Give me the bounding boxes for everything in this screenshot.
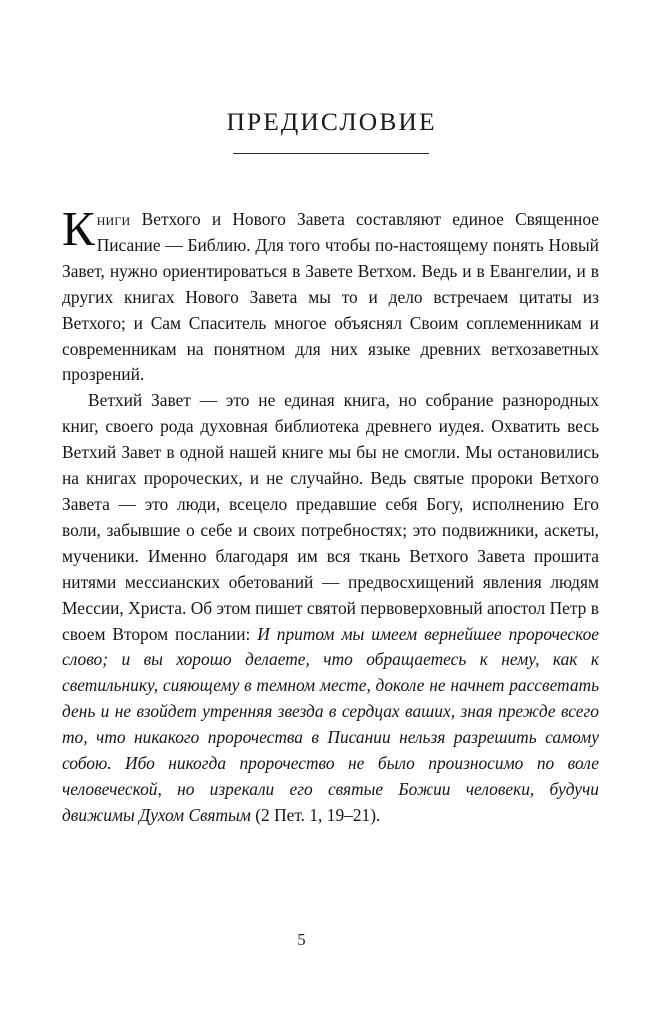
drop-cap-letter: К	[62, 201, 95, 256]
page-title: ПРЕДИСЛОВИЕ	[226, 107, 437, 137]
page-number: 5	[297, 930, 306, 949]
chapter-header	[0, 92, 661, 154]
paragraph-1	[62, 201, 599, 388]
paragraph-2-intro-text: Ветхий Завет — это не единая книга, но собрание разнородных книг, своего рода духовная библиотека древнего иудея. Охватить весь Ветхий Завет в одной нашей книге мы бы не смогли. Мы остановились на книгах пророческих, и не случайно. Ведь святые пророки Ветхого Завета — это люди, всецело предавшие себя Богу, исполнению Его воли, забывшие о себе и своих потребностях; это подвижники, аскеты, мученики. Именно благодаря им вся ткань Ветхого Завета прошита нитями мессианских обетований — предвосхищений явления людям Мессии, Христа. Об этом пишет святой первоверховный апостол Петр в своем Втором послании:	[62, 390, 599, 644]
paragraph-2	[62, 388, 599, 828]
paragraph-1-text: Ветхого и Нового Завета составляют единое Священное Писание — Библию. Для того чтобы по-настоящему понять Новый Завет, нужно ориентироваться в Завете Ветхом. Ведь и в Евангелии, и в других книгах Нового Завета мы то и дело встречаем цитаты из Ветхого; и Сам Спаситель многое объяснял Своим соплеменникам и современникам на понятном для них языке древних ветхозаветных прозрений.	[62, 209, 599, 385]
scripture-citation: (2 Пет. 1, 19–21).	[250, 804, 381, 825]
small-caps-run: ниги	[96, 209, 131, 229]
title-divider	[233, 153, 429, 154]
page-footer	[0, 932, 661, 949]
body-text	[62, 201, 599, 829]
scripture-quotation: И притом мы имеем вернейшее пророческое слово; и вы хорошо делаете, что обращаетесь к нему, как к светильнику, сияющему в темном месте, доколе не начнет рассветать день и не взойдет утренняя звезда в сердцах ваших, зная прежде всего то, что никакого пророчества в Писании нельзя разрешить самому собою. Ибо никогда пророчество не было произносимо по воле человеческой, но изрекали его святые Божии человеки, будучи движимы Духом Святым	[62, 623, 599, 825]
